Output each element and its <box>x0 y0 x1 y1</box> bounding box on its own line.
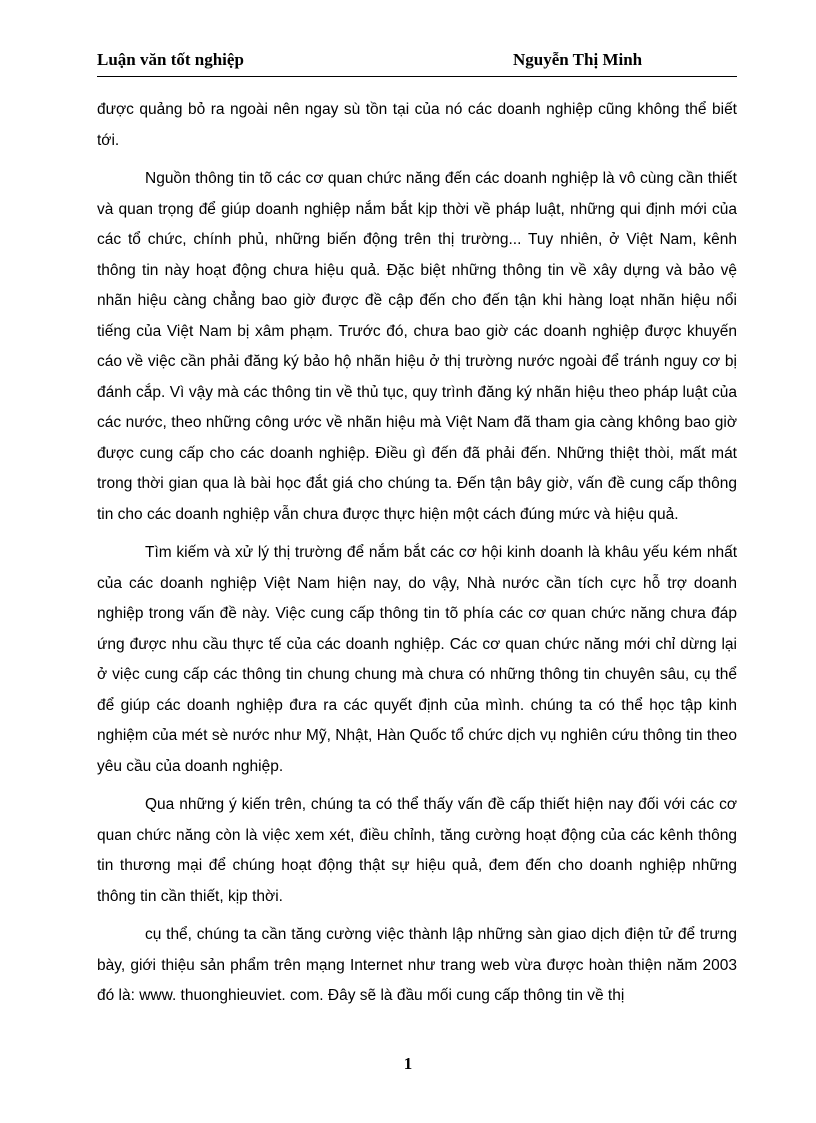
paragraph: được quảng bỏ ra ngoài nên ngay sù tồn tại của nó các doanh nghiệp cũng không thể biết tới. <box>97 101 737 149</box>
header-title: Luận văn tốt nghiệp <box>97 50 244 69</box>
header-author: Nguyễn Thị Minh <box>513 50 643 69</box>
paragraph: Qua những ý kiến trên, chúng ta có thể thấy vấn đề cấp thiết hiện nay đối với các cơ quan chức năng còn là việc xem xét, điều chỉnh, tăng cường hoạt động của các kênh thông tin thương mại để chúng hoạt động thật sự hiệu quả, đem đến cho doanh nghiệp những thông tin cần thiết, kịp thời. <box>97 796 737 905</box>
page-header <box>97 46 737 77</box>
paragraph: cụ thể, chúng ta cần tăng cường việc thành lập những sàn giao dịch điện tử để trưng bày, giới thiệu sản phẩm trên mạng Internet như trang web vừa được hoàn thiện năm 2003 đó là: www. thuonghieuviet. com. Đây sẽ là đầu mối cung cấp thông tin về thị <box>97 926 737 1004</box>
document-body <box>97 95 737 1020</box>
paragraph: Tìm kiếm và xử lý thị trường để nắm bắt các cơ hội kinh doanh là khâu yếu kém nhất của các doanh nghiệp Việt Nam hiện nay, do vậy, Nhà nước cần tích cực hỗ trợ doanh nghiệp trong vấn đề này. Việc cung cấp thông tin tõ phía các cơ quan chức năng chưa đáp ứng được nhu cầu thực tế của các doanh nghiệp. Các cơ quan chức năng mới chỉ dừng lại ở việc cung cấp các thông tin chung chung mà chưa có những thông tin chuyên sâu, cụ thể để giúp các doanh nghiệp đưa ra các quyết định của mình. chúng ta có thể học tập kinh nghiệm của mét sè nước như Mỹ, Nhật, Hàn Quốc tổ chức dịch vụ nghiên cứu thông tin theo yêu cầu của doanh nghiệp. <box>97 544 737 775</box>
page-number: 1 <box>403 1054 413 1073</box>
paragraph: Nguồn thông tin tõ các cơ quan chức năng đến các doanh nghiệp là vô cùng cần thiết và quan trọng để giúp doanh nghiệp nắm bắt kịp thời về pháp luật, những qui định mới của các tổ chức, chính phủ, những biến động trên thị trường... Tuy nhiên, ở Việt Nam, kênh thông tin này hoạt động chưa hiệu quả. Đặc biệt những thông tin về xây dựng và bảo vệ nhãn hiệu càng chẳng bao giờ được đề cập đến cho đến tận khi hàng loạt nhãn hiệu nổi tiếng của Việt Nam bị xâm phạm. Trước đó, chưa bao giờ các doanh nghiệp được khuyến cáo về việc cần phải đăng ký bảo hộ nhãn hiệu ở thị trường nước ngoài để tránh nguy cơ bị đánh cắp. Vì vậy mà các thông tin về thủ tục, quy trình đăng ký nhãn hiệu theo pháp luật của các nước, theo những công ước về nhãn hiệu mà Việt Nam đã tham gia càng không bao giờ được cung cấp cho các doanh nghiệp. Điều gì đến đã phải đến. Những thiệt thòi, mất mát trong thời gian qua là bài học đắt giá cho chúng ta. Đến tận bây giờ, vấn đề cung cấp thông tin cho các doanh nghiệp vẫn chưa được thực hiện một cách đúng mức và hiệu quả. <box>97 170 737 523</box>
